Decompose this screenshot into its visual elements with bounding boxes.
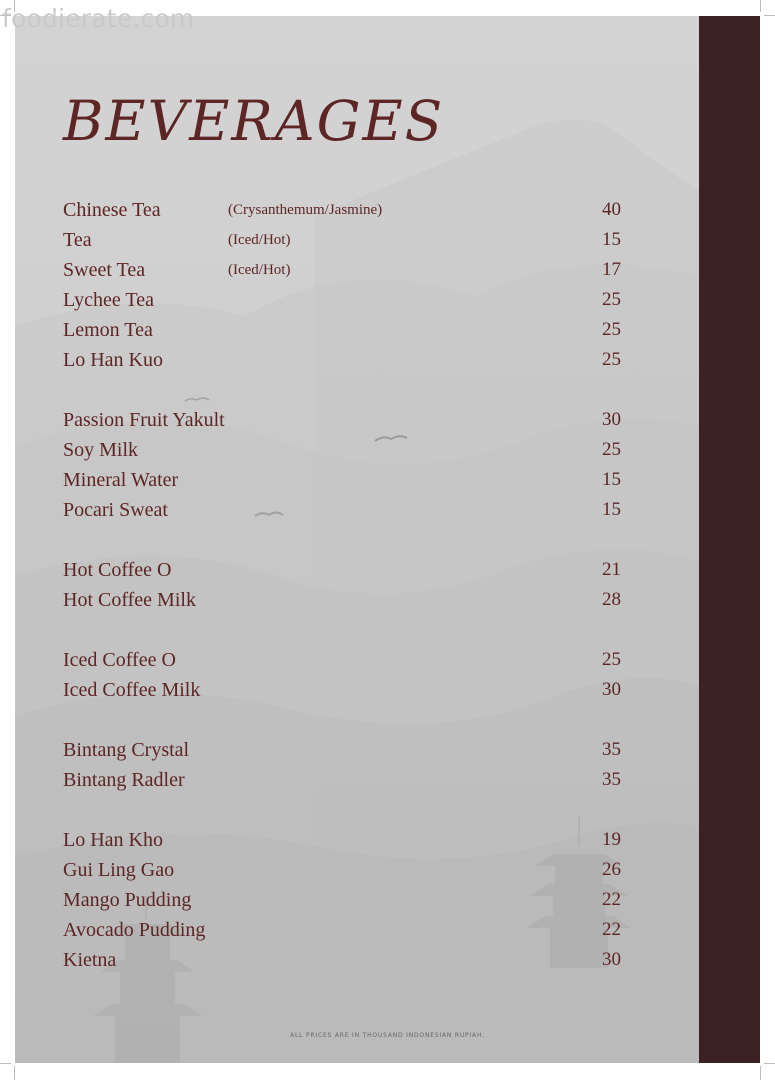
menu-item-name: Mineral Water <box>63 469 179 491</box>
crop-mark <box>0 1063 11 1064</box>
menu-item-name: Lemon Tea <box>63 319 153 341</box>
menu-item-name: Avocado Pudding <box>63 919 206 941</box>
menu-item-row <box>63 315 621 345</box>
menu-item-row <box>63 765 621 795</box>
menu-item-price: 15 <box>602 469 621 490</box>
menu-item-name: Kietna <box>63 949 117 971</box>
menu-item-price: 21 <box>602 559 621 580</box>
menu-item-price: 25 <box>602 649 621 670</box>
menu-item-name: Chinese Tea <box>63 199 161 221</box>
crop-mark <box>760 0 761 12</box>
menu-item-price: 25 <box>602 319 621 340</box>
side-color-bar <box>699 16 760 1063</box>
menu-item-row <box>63 945 621 975</box>
menu-item-row <box>63 915 621 945</box>
page-title: BEVERAGES <box>63 89 445 153</box>
menu-item-row <box>63 645 621 675</box>
menu-item-row <box>63 855 621 885</box>
menu-item-name: Iced Coffee O <box>63 649 176 671</box>
menu-item-row <box>63 495 621 525</box>
menu-item-name: Hot Coffee O <box>63 559 172 581</box>
menu-item-name: Bintang Crystal <box>63 739 190 761</box>
price-footnote: ALL PRICES ARE IN THOUSAND INDONESIAN RUPIAH. <box>290 1032 485 1039</box>
menu-item-price: 22 <box>602 919 621 940</box>
menu-item-name: Lo Han Kho <box>63 829 163 851</box>
menu-item-name: Pocari Sweat <box>63 499 168 521</box>
menu-item-price: 25 <box>602 349 621 370</box>
menu-item-price: 35 <box>602 769 621 790</box>
menu-item-row <box>63 225 621 255</box>
menu-item-price: 28 <box>602 589 621 610</box>
crop-mark <box>764 15 775 16</box>
menu-item-name: Lychee Tea <box>63 289 154 311</box>
menu-item-price: 30 <box>602 679 621 700</box>
menu-item-row <box>63 255 621 285</box>
menu-item-price: 26 <box>602 859 621 880</box>
menu-item-name: Passion Fruit Yakult <box>63 409 225 431</box>
menu-item-row <box>63 675 621 705</box>
menu-item-name: Hot Coffee Milk <box>63 589 196 611</box>
menu-item-name: Bintang Radler <box>63 769 185 791</box>
menu-item-price: 25 <box>602 289 621 310</box>
menu-item-price: 15 <box>602 229 621 250</box>
crop-mark <box>14 1066 15 1080</box>
menu-item-row <box>63 465 621 495</box>
watermark-text: foodierate.com <box>2 4 195 33</box>
crop-mark <box>760 1066 761 1080</box>
menu-item-note: (Iced/Hot) <box>228 232 291 248</box>
menu-item-row <box>63 405 621 435</box>
menu-item-price: 17 <box>602 259 621 280</box>
menu-item-row <box>63 555 621 585</box>
menu-item-note: (Crysanthemum/Jasmine) <box>228 202 383 218</box>
menu-item-row <box>63 345 621 375</box>
menu-item-price: 30 <box>602 409 621 430</box>
crop-mark <box>764 1063 775 1064</box>
menu-item-price: 30 <box>602 949 621 970</box>
menu-item-row <box>63 585 621 615</box>
menu-item-row <box>63 435 621 465</box>
menu-item-row <box>63 735 621 765</box>
menu-item-row <box>63 285 621 315</box>
menu-item-name: Mango Pudding <box>63 889 192 911</box>
menu-item-price: 25 <box>602 439 621 460</box>
menu-item-price: 40 <box>602 199 621 220</box>
menu-item-price: 19 <box>602 829 621 850</box>
menu-item-name: Iced Coffee Milk <box>63 679 201 701</box>
menu-item-name: Tea <box>63 229 92 251</box>
menu-item-name: Soy Milk <box>63 439 139 461</box>
menu-item-name: Sweet Tea <box>63 259 146 281</box>
menu-item-price: 22 <box>602 889 621 910</box>
menu-item-name: Lo Han Kuo <box>63 349 163 371</box>
menu-item-note: (Iced/Hot) <box>228 262 291 278</box>
menu-item-row <box>63 885 621 915</box>
menu-item-row <box>63 195 621 225</box>
menu-item-price: 15 <box>602 499 621 520</box>
menu-item-name: Gui Ling Gao <box>63 859 175 881</box>
menu-item-price: 35 <box>602 739 621 760</box>
menu-item-row <box>63 825 621 855</box>
